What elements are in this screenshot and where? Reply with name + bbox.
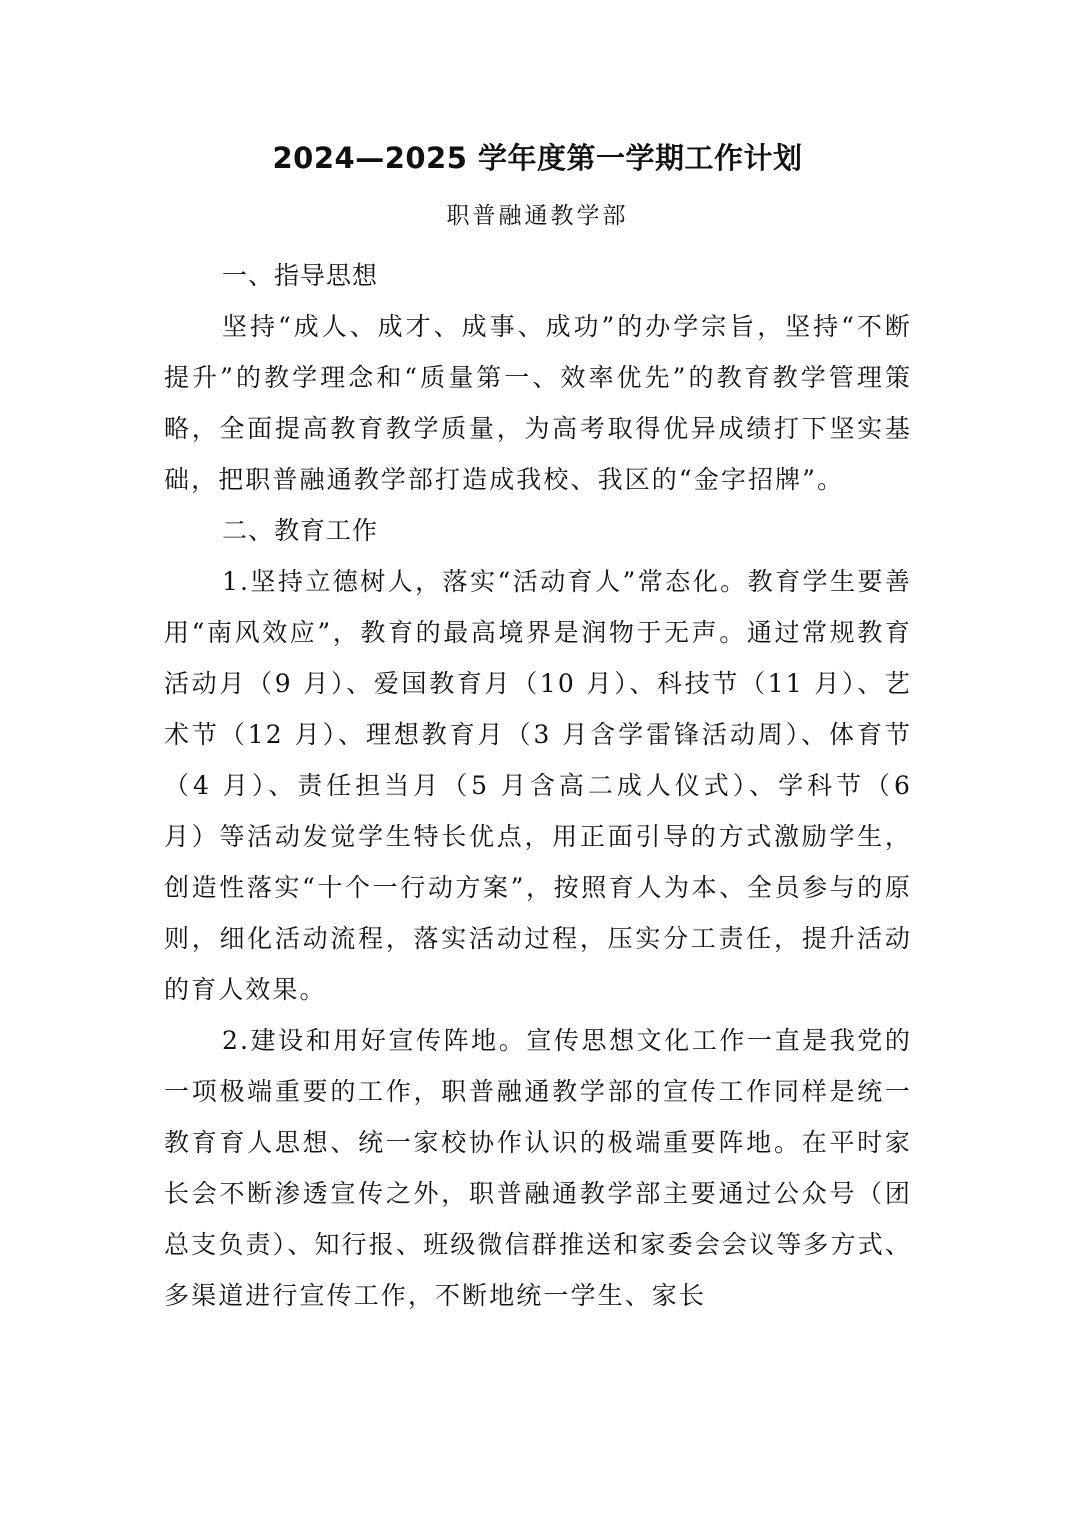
document-title: 2024—2025 学年度第一学期工作计划 (272, 141, 803, 175)
section-paragraph: 2.建设和用好宣传阵地。宣传思想文化工作一直是我党的一项极端重要的工作，职普融通教学部的宣传工作同样是统一教育育人思想、统一家校协作认识的极端重要阵地。在平时家长会不断渗透宣传之外，职普融通教学部主要通过公众号（团总支负责）、知行报、班级微信群推送和家委会会议等多方式、多渠道进行宣传工作，不断地统一学生、家长 (164, 1026, 912, 1310)
section-heading-guiding-ideology: 一、指导思想 (222, 261, 379, 290)
document-subtitle: 职普融通教学部 (446, 203, 629, 229)
section-paragraph: 坚持“成人、成才、成事、成功”的办学宗旨，坚持“不断提升”的教学理念和“质量第一、效率优先”的教育教学管理策略，全面提高教育教学质量，为高考取得优异成绩打下坚实基础，把职普融通教学部打造成我校、我区的“金字招牌”。 (164, 312, 912, 494)
section-heading-education-work: 二、教育工作 (222, 516, 379, 545)
section-paragraph: 1.坚持立德树人，落实“活动育人”常态化。教育学生要善用“南风效应”，教育的最高境界是润物于无声。通过常规教育活动月（9 月）、爱国教育月（10 月）、科技节（11 月）、艺术节（12 月）、理想教育月（3 月含学雷锋活动周）、体育节（4 月）、责任担当月（5 月含高二成人仪式）、学科节（6 月）等活动发觉学生特长优点，用正面引导的方式激励学生，创造性落实“十个一行动方案”，按照育人为本、全员参与的原则，细化活动流程，落实活动过程，压实分工责任，提升活动的育人效果。 (164, 567, 912, 1004)
document-body (164, 250, 912, 1321)
